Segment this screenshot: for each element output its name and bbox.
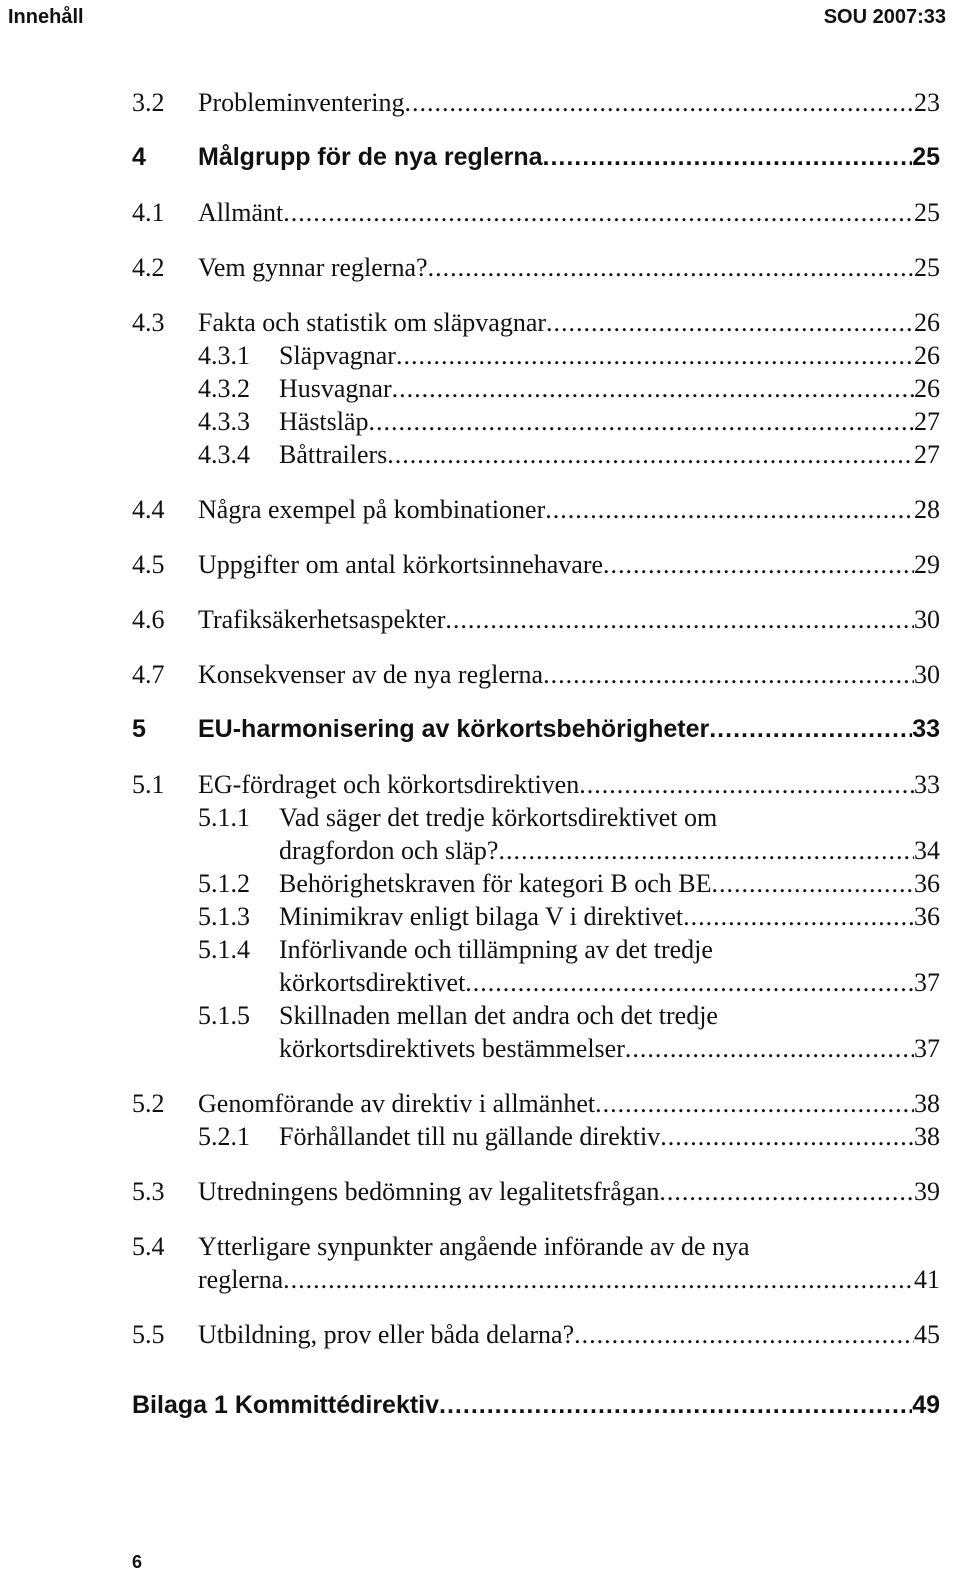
toc-entry-title: Ytterligare synpunkter angående införande av de nya bbox=[198, 1232, 750, 1261]
toc-entry-page: 37 bbox=[914, 968, 940, 997]
toc-entry-number: 4.3.4 bbox=[198, 440, 250, 469]
toc-entry-title: körkortsdirektivets bestämmelser bbox=[279, 1034, 625, 1063]
toc-entry-number: 4.3.2 bbox=[198, 374, 250, 403]
toc-entry-number: 4.3.1 bbox=[198, 341, 250, 370]
toc-entry-title: körkortsdirektivet bbox=[279, 968, 466, 997]
toc-leader-dots bbox=[659, 1175, 914, 1208]
toc-entry-title: Minimikrav enligt bilaga V i direktivet bbox=[279, 902, 684, 931]
toc-entry-title: Bilaga 1 Kommittédirektiv bbox=[132, 1391, 440, 1419]
toc-entry[interactable] bbox=[132, 548, 940, 581]
toc-entry-number: 5.2 bbox=[132, 1089, 165, 1118]
toc-entry-page: 38 bbox=[914, 1122, 940, 1151]
toc-leader-dots bbox=[660, 1120, 914, 1153]
toc-entry[interactable] bbox=[132, 768, 940, 801]
toc-leader-dots bbox=[369, 405, 914, 438]
toc-entry-page: 33 bbox=[914, 770, 940, 799]
toc-entry-number: 5 bbox=[132, 715, 146, 743]
toc-leader-dots bbox=[625, 1032, 914, 1065]
toc-entry-page: 26 bbox=[914, 341, 940, 370]
toc-entry[interactable] bbox=[132, 933, 940, 999]
toc-entry-page: 41 bbox=[914, 1265, 940, 1294]
toc-entry-title: Vem gynnar reglerna? bbox=[198, 253, 428, 282]
toc-entry-number: 4.4 bbox=[132, 495, 165, 524]
toc-entry[interactable] bbox=[132, 372, 940, 405]
toc-entry[interactable] bbox=[132, 493, 940, 526]
toc-entry-title: Probleminventering bbox=[198, 88, 405, 117]
toc-entry-page: 39 bbox=[914, 1177, 940, 1206]
toc-leader-dots bbox=[543, 658, 914, 691]
toc-entry-page: 27 bbox=[914, 407, 940, 436]
toc-entry[interactable] bbox=[132, 1120, 940, 1153]
toc-leader-dots bbox=[439, 1389, 912, 1422]
toc-leader-dots bbox=[712, 867, 915, 900]
toc-entry[interactable] bbox=[132, 251, 940, 284]
toc-entry[interactable] bbox=[132, 801, 940, 867]
toc-entry[interactable] bbox=[132, 306, 940, 339]
table-of-contents bbox=[132, 86, 940, 1422]
toc-entry-number: 5.1.4 bbox=[198, 935, 250, 964]
toc-entry-number: 4 bbox=[132, 143, 146, 171]
toc-entry-page: 25 bbox=[912, 143, 940, 171]
toc-entry-page: 27 bbox=[914, 440, 940, 469]
toc-entry-number: 5.1.1 bbox=[198, 803, 250, 832]
running-header bbox=[0, 0, 960, 40]
toc-entry-title: Behörighetskraven för kategori B och BE bbox=[279, 869, 712, 898]
toc-entry-page: 26 bbox=[914, 308, 940, 337]
toc-entry-number: 4.1 bbox=[132, 198, 165, 227]
toc-entry-number: 5.5 bbox=[132, 1320, 165, 1349]
toc-entry[interactable] bbox=[132, 196, 940, 229]
toc-entry-title: Skillnaden mellan det andra och det tredje bbox=[279, 1001, 718, 1030]
toc-entry-title: Införlivande och tillämpning av det tredje bbox=[279, 935, 713, 964]
toc-entry-number: 3.2 bbox=[132, 88, 165, 117]
toc-entry-page: 28 bbox=[914, 495, 940, 524]
header-document-id: SOU 2007:33 bbox=[823, 6, 946, 28]
toc-entry-page: 49 bbox=[912, 1391, 940, 1419]
toc-entry-title: Uppgifter om antal körkortsinnehavare bbox=[198, 550, 604, 579]
header-section-label: Innehåll bbox=[8, 6, 84, 28]
toc-entry-page: 25 bbox=[914, 198, 940, 227]
toc-leader-dots bbox=[396, 339, 914, 372]
toc-entry[interactable] bbox=[132, 1230, 940, 1296]
toc-entry-number: 5.4 bbox=[132, 1232, 165, 1261]
toc-leader-dots bbox=[428, 251, 914, 284]
toc-entry-page: 30 bbox=[914, 660, 940, 689]
toc-leader-dots bbox=[579, 768, 914, 801]
toc-entry-number: 5.2.1 bbox=[198, 1122, 250, 1151]
toc-leader-dots bbox=[595, 1087, 914, 1120]
toc-entry-title: Allmänt bbox=[198, 198, 284, 227]
toc-entry[interactable] bbox=[132, 1175, 940, 1208]
toc-leader-dots bbox=[545, 493, 914, 526]
toc-entry-number: 4.2 bbox=[132, 253, 165, 282]
toc-entry-title: Släpvagnar bbox=[279, 341, 396, 370]
toc-entry[interactable] bbox=[132, 339, 940, 372]
toc-entry-page: 30 bbox=[914, 605, 940, 634]
toc-entry-title: Båttrailers bbox=[279, 440, 388, 469]
toc-entry-page: 33 bbox=[912, 715, 940, 743]
toc-entry-number: 4.7 bbox=[132, 660, 165, 689]
toc-entry-number: 4.3.3 bbox=[198, 407, 250, 436]
toc-entry-page: 37 bbox=[914, 1034, 940, 1063]
toc-leader-dots bbox=[709, 713, 912, 746]
toc-entry-title: Konsekvenser av de nya reglerna bbox=[198, 660, 544, 689]
toc-entry-title: Trafiksäkerhetsaspekter bbox=[198, 605, 446, 634]
toc-entry[interactable] bbox=[132, 1389, 940, 1422]
toc-entry-title: Hästsläp bbox=[279, 407, 369, 436]
toc-entry-number: 4.5 bbox=[132, 550, 165, 579]
toc-entry-number: 5.1.5 bbox=[198, 1001, 250, 1030]
toc-entry-number: 5.1 bbox=[132, 770, 165, 799]
toc-entry[interactable] bbox=[132, 1318, 940, 1351]
toc-leader-dots bbox=[498, 834, 914, 867]
toc-entry[interactable] bbox=[132, 438, 940, 471]
toc-entry-title: Fakta och statistik om släpvagnar bbox=[198, 308, 547, 337]
toc-entry-title: Husvagnar bbox=[279, 374, 392, 403]
toc-entry[interactable] bbox=[132, 141, 940, 174]
toc-leader-dots bbox=[392, 372, 914, 405]
toc-entry[interactable] bbox=[132, 867, 940, 900]
toc-leader-dots bbox=[465, 966, 914, 999]
toc-leader-dots bbox=[603, 548, 914, 581]
toc-entry-page: 36 bbox=[914, 869, 940, 898]
toc-entry-title: Vad säger det tredje körkortsdirektivet om bbox=[279, 803, 718, 832]
toc-leader-dots bbox=[683, 900, 914, 933]
toc-entry-page: 36 bbox=[914, 902, 940, 931]
toc-entry-page: 38 bbox=[914, 1089, 940, 1118]
toc-leader-dots bbox=[543, 141, 913, 174]
toc-entry-title: reglerna bbox=[198, 1265, 284, 1294]
toc-entry-title: Några exempel på kombinationer bbox=[198, 495, 546, 524]
toc-entry-page: 34 bbox=[914, 836, 940, 865]
toc-leader-dots bbox=[283, 196, 914, 229]
toc-leader-dots bbox=[445, 603, 914, 636]
toc-entry-number: 5.3 bbox=[132, 1177, 165, 1206]
toc-leader-dots bbox=[387, 438, 914, 471]
toc-leader-dots bbox=[405, 86, 914, 119]
toc-entry-page: 45 bbox=[914, 1320, 940, 1349]
toc-leader-dots bbox=[283, 1263, 914, 1296]
toc-entry-number: 5.1.3 bbox=[198, 902, 250, 931]
toc-entry-number: 5.1.2 bbox=[198, 869, 250, 898]
toc-entry[interactable] bbox=[132, 999, 940, 1065]
toc-entry-page: 23 bbox=[914, 88, 940, 117]
toc-entry[interactable] bbox=[132, 713, 940, 746]
toc-leader-dots bbox=[574, 1318, 914, 1351]
toc-entry-number: 4.3 bbox=[132, 308, 165, 337]
toc-entry-title: Genomförande av direktiv i allmänhet bbox=[198, 1089, 596, 1118]
toc-entry-title: Förhållandet till nu gällande direktiv bbox=[279, 1122, 661, 1151]
toc-entry[interactable] bbox=[132, 405, 940, 438]
toc-entry-title: EU-harmonisering av körkortsbehörigheter bbox=[198, 715, 710, 743]
toc-leader-dots bbox=[546, 306, 914, 339]
toc-entry[interactable] bbox=[132, 1087, 940, 1120]
toc-entry[interactable] bbox=[132, 900, 940, 933]
toc-entry-page: 25 bbox=[914, 253, 940, 282]
page-number: 6 bbox=[132, 1552, 143, 1572]
toc-entry-title: dragfordon och släp? bbox=[279, 836, 499, 865]
toc-entry[interactable] bbox=[132, 603, 940, 636]
toc-entry[interactable] bbox=[132, 658, 940, 691]
toc-entry-title: EG-fördraget och körkortsdirektiven bbox=[198, 770, 580, 799]
toc-entry[interactable] bbox=[132, 86, 940, 119]
toc-entry-title: Utredningens bedömning av legalitetsfrågan bbox=[198, 1177, 660, 1206]
toc-entry-page: 29 bbox=[914, 550, 940, 579]
toc-entry-page: 26 bbox=[914, 374, 940, 403]
toc-entry-title: Målgrupp för de nya reglerna bbox=[198, 143, 543, 171]
toc-entry-number: 4.6 bbox=[132, 605, 165, 634]
toc-entry-title: Utbildning, prov eller båda delarna? bbox=[198, 1320, 575, 1349]
